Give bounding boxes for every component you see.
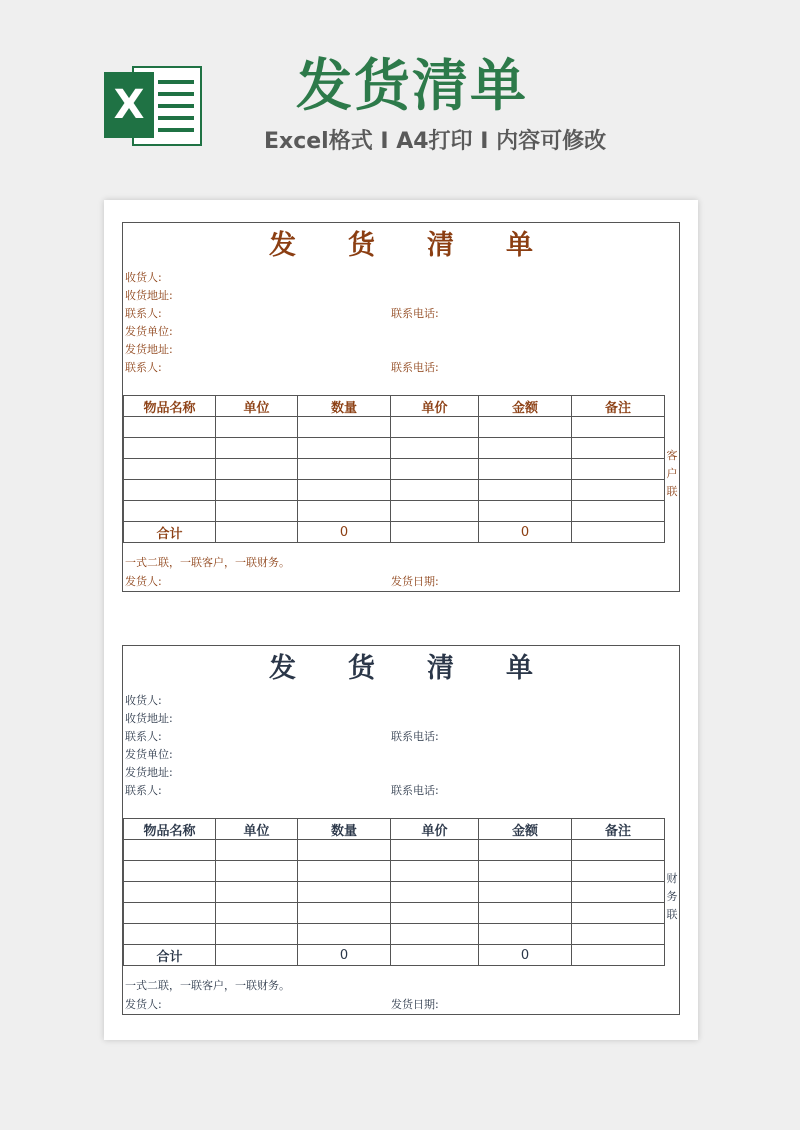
table-cell[interactable] xyxy=(298,903,391,924)
table-cell[interactable] xyxy=(124,480,216,501)
table-cell[interactable] xyxy=(298,861,391,882)
column-header: 备注 xyxy=(572,819,665,840)
table-cell[interactable] xyxy=(216,438,298,459)
copy-type-char: 户 xyxy=(666,467,678,480)
column-header: 数量 xyxy=(298,819,391,840)
copy-type-char: 联 xyxy=(666,485,678,498)
copy-type-char: 联 xyxy=(666,908,678,921)
table-row xyxy=(124,480,665,501)
table-row xyxy=(124,882,665,903)
table-cell[interactable] xyxy=(124,459,216,480)
column-header: 单价 xyxy=(391,396,479,417)
receiver-address-label: 收货地址: xyxy=(125,712,173,725)
table-cell[interactable] xyxy=(479,882,572,903)
table-cell[interactable] xyxy=(391,522,479,543)
table-cell[interactable] xyxy=(572,840,665,861)
sender-unit-label: 发货单位: xyxy=(125,748,173,761)
copy-type-label xyxy=(665,870,679,924)
delivery-form-finance xyxy=(122,645,680,1015)
table-cell[interactable] xyxy=(479,438,572,459)
phone-label: 联系电话: xyxy=(391,307,439,320)
table-cell[interactable] xyxy=(391,840,479,861)
total-quantity: 0 xyxy=(298,945,391,966)
table-cell[interactable] xyxy=(572,522,665,543)
excel-logo-icon xyxy=(104,64,202,146)
total-label: 合计 xyxy=(124,522,216,543)
form-title xyxy=(123,652,679,686)
contact-label: 联系人: xyxy=(125,730,162,743)
table-cell[interactable] xyxy=(572,480,665,501)
table-cell[interactable] xyxy=(391,480,479,501)
table-cell[interactable] xyxy=(479,924,572,945)
form-title-char: 清 xyxy=(427,653,454,684)
sender-address-label: 发货地址: xyxy=(125,766,173,779)
table-cell[interactable] xyxy=(391,861,479,882)
copy-type-label xyxy=(665,447,679,501)
copies-note: 一式二联，一联客户，一联财务。 xyxy=(125,979,290,992)
table-cell[interactable] xyxy=(572,438,665,459)
table-cell[interactable] xyxy=(216,417,298,438)
column-header: 单位 xyxy=(216,396,298,417)
table-cell[interactable] xyxy=(391,438,479,459)
table-cell[interactable] xyxy=(391,882,479,903)
total-row xyxy=(124,945,665,966)
items-table xyxy=(123,395,665,543)
column-header: 数量 xyxy=(298,396,391,417)
table-cell[interactable] xyxy=(124,861,216,882)
receiver-address-label: 收货地址: xyxy=(125,289,173,302)
table-cell[interactable] xyxy=(479,903,572,924)
copy-type-char: 财 xyxy=(666,872,678,885)
form-title-char: 清 xyxy=(427,230,454,261)
table-cell[interactable] xyxy=(572,903,665,924)
table-row xyxy=(124,501,665,522)
table-cell[interactable] xyxy=(298,882,391,903)
form-title-char: 发 xyxy=(269,653,296,684)
table-cell[interactable] xyxy=(124,417,216,438)
table-cell[interactable] xyxy=(479,861,572,882)
table-cell[interactable] xyxy=(124,924,216,945)
table-cell[interactable] xyxy=(216,882,298,903)
sheet-row-line xyxy=(158,92,194,96)
table-cell[interactable] xyxy=(298,438,391,459)
banner-subtitle: Excel格式 I A4打印 I 内容可修改 xyxy=(264,129,607,154)
table-cell[interactable] xyxy=(391,417,479,438)
receiver-label: 收货人: xyxy=(125,694,162,707)
table-cell[interactable] xyxy=(572,459,665,480)
receiver-label: 收货人: xyxy=(125,271,162,284)
table-row xyxy=(124,459,665,480)
table-cell[interactable] xyxy=(216,861,298,882)
table-cell[interactable] xyxy=(216,945,298,966)
items-table xyxy=(123,818,665,966)
table-cell[interactable] xyxy=(216,501,298,522)
ship-date-label: 发货日期: xyxy=(391,575,439,588)
total-amount: 0 xyxy=(479,945,572,966)
table-header-row xyxy=(124,396,665,417)
total-amount: 0 xyxy=(479,522,572,543)
form-title-char: 单 xyxy=(506,230,533,261)
table-cell[interactable] xyxy=(479,840,572,861)
table-cell[interactable] xyxy=(124,882,216,903)
contact-label: 联系人: xyxy=(125,361,162,374)
copies-note: 一式二联，一联客户，一联财务。 xyxy=(125,556,290,569)
table-cell[interactable] xyxy=(216,480,298,501)
sender-address-label: 发货地址: xyxy=(125,343,173,356)
table-cell[interactable] xyxy=(479,480,572,501)
sender-unit-label: 发货单位: xyxy=(125,325,173,338)
table-cell[interactable] xyxy=(479,459,572,480)
contact-label: 联系人: xyxy=(125,784,162,797)
table-cell[interactable] xyxy=(124,840,216,861)
table-cell[interactable] xyxy=(298,840,391,861)
table-row xyxy=(124,438,665,459)
form-title-char: 货 xyxy=(348,653,375,684)
total-quantity: 0 xyxy=(298,522,391,543)
form-title-char: 发 xyxy=(269,230,296,261)
table-cell[interactable] xyxy=(572,861,665,882)
banner-title: 发货清单 xyxy=(296,54,528,119)
column-header: 物品名称 xyxy=(124,819,216,840)
form-title xyxy=(123,229,679,263)
phone-label: 联系电话: xyxy=(391,361,439,374)
sheet-row-line xyxy=(158,80,194,84)
table-cell[interactable] xyxy=(479,417,572,438)
sheet-row-line xyxy=(158,128,194,132)
table-cell[interactable] xyxy=(391,459,479,480)
form-title-char: 货 xyxy=(348,230,375,261)
sheet-row-line xyxy=(158,104,194,108)
table-row xyxy=(124,924,665,945)
table-cell[interactable] xyxy=(298,417,391,438)
table-cell[interactable] xyxy=(479,501,572,522)
table-cell[interactable] xyxy=(216,924,298,945)
column-header: 金额 xyxy=(479,819,572,840)
table-cell[interactable] xyxy=(391,924,479,945)
table-cell[interactable] xyxy=(124,438,216,459)
column-header: 单价 xyxy=(391,819,479,840)
table-row xyxy=(124,861,665,882)
table-header-row xyxy=(124,819,665,840)
shipper-label: 发货人: xyxy=(125,575,162,588)
excel-x-badge: X xyxy=(104,72,154,138)
table-cell[interactable] xyxy=(391,945,479,966)
table-cell[interactable] xyxy=(216,522,298,543)
table-cell[interactable] xyxy=(216,903,298,924)
phone-label: 联系电话: xyxy=(391,784,439,797)
table-cell[interactable] xyxy=(572,501,665,522)
table-cell[interactable] xyxy=(572,924,665,945)
sheet-row-line xyxy=(158,116,194,120)
shipper-label: 发货人: xyxy=(125,998,162,1011)
column-header: 物品名称 xyxy=(124,396,216,417)
phone-label: 联系电话: xyxy=(391,730,439,743)
table-cell[interactable] xyxy=(216,840,298,861)
paper-sheet xyxy=(104,200,698,1040)
table-cell[interactable] xyxy=(124,903,216,924)
total-row xyxy=(124,522,665,543)
table-row xyxy=(124,903,665,924)
column-header: 单位 xyxy=(216,819,298,840)
table-row xyxy=(124,840,665,861)
table-cell[interactable] xyxy=(572,945,665,966)
column-header: 备注 xyxy=(572,396,665,417)
table-cell[interactable] xyxy=(572,417,665,438)
delivery-form-customer xyxy=(122,222,680,592)
table-cell[interactable] xyxy=(298,924,391,945)
ship-date-label: 发货日期: xyxy=(391,998,439,1011)
copy-type-char: 务 xyxy=(666,890,678,903)
table-cell[interactable] xyxy=(298,501,391,522)
copy-type-char: 客 xyxy=(666,449,678,462)
table-cell[interactable] xyxy=(298,459,391,480)
table-cell[interactable] xyxy=(572,882,665,903)
table-cell[interactable] xyxy=(298,480,391,501)
table-cell[interactable] xyxy=(391,501,479,522)
table-cell[interactable] xyxy=(216,459,298,480)
column-header: 金额 xyxy=(479,396,572,417)
form-title-char: 单 xyxy=(506,653,533,684)
contact-label: 联系人: xyxy=(125,307,162,320)
table-cell[interactable] xyxy=(124,501,216,522)
table-row xyxy=(124,417,665,438)
table-cell[interactable] xyxy=(391,903,479,924)
total-label: 合计 xyxy=(124,945,216,966)
